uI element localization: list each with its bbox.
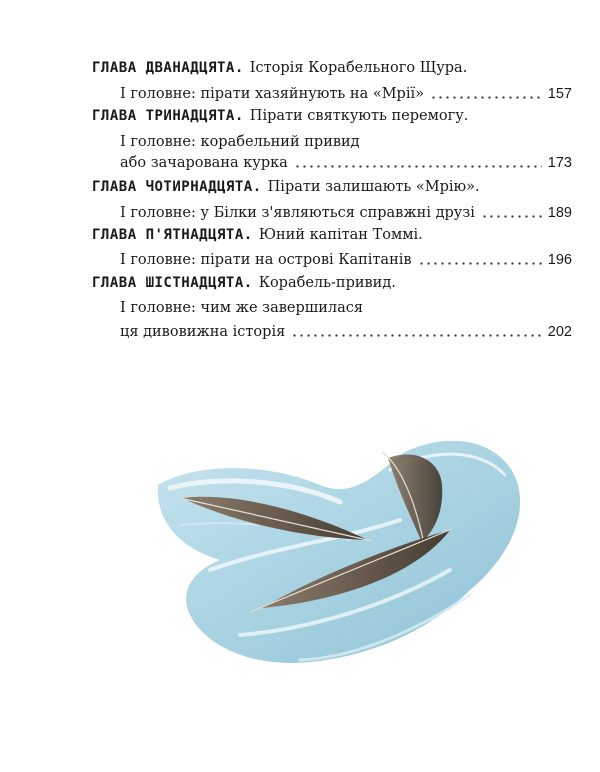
chapter-label: ГЛАВА ТРИНАДЦЯТА.	[92, 108, 244, 124]
chapter-label: ГЛАВА ЧОТИРНАДЦЯТА.	[92, 179, 262, 195]
chapter-title: Пірати святкують перемогу.	[249, 108, 469, 124]
toc-chapter-15	[92, 222, 600, 248]
chapter-label: ГЛАВА П'ЯТНАДЦЯТА.	[92, 227, 253, 243]
toc-subtitle	[120, 319, 572, 345]
leader-dots	[430, 95, 542, 99]
page-number: 202	[547, 324, 572, 340]
chapter-label: ГЛАВА ШІСТНАДЦЯТА.	[92, 275, 253, 291]
toc-subtitle	[120, 295, 572, 321]
subtitle-text: І головне: пірати на острові Капітанів	[120, 252, 412, 268]
feathers-on-water-icon	[150, 430, 530, 680]
subtitle-text: або зачарована курка	[120, 155, 288, 171]
subtitle-text: І головне: у Білки з'являються справжні друзі	[120, 205, 475, 221]
page-number: 196	[547, 252, 572, 268]
subtitle-text: І головне: пірати хазяйнують на «Мрії»	[120, 86, 424, 102]
subtitle-text: ця дивовижна історія	[120, 324, 286, 340]
chapter-title: Юний капітан Томмі.	[258, 227, 423, 243]
leader-dots	[294, 164, 542, 168]
leader-dots	[418, 261, 542, 265]
chapter-title: Пірати залишають «Мрію».	[267, 179, 480, 195]
page-number: 173	[547, 155, 572, 171]
toc-chapter-14	[92, 174, 600, 200]
chapter-label: ГЛАВА ДВАНАДЦЯТА.	[92, 60, 244, 76]
toc-chapter-12	[92, 55, 600, 81]
leader-dots	[291, 333, 542, 337]
page-number: 157	[547, 86, 572, 102]
toc-chapter-13	[92, 103, 600, 129]
chapter-title: Історія Корабельного Щура.	[249, 60, 468, 76]
subtitle-text: І головне: чим же завершилася	[120, 300, 364, 316]
toc-chapter-16	[92, 270, 600, 296]
leader-dots	[481, 214, 542, 218]
page-number: 189	[547, 205, 572, 221]
toc-subtitle	[120, 150, 572, 176]
subtitle-text: І головне: корабельний привид	[120, 134, 360, 150]
chapter-title: Корабель-привид.	[258, 275, 396, 291]
